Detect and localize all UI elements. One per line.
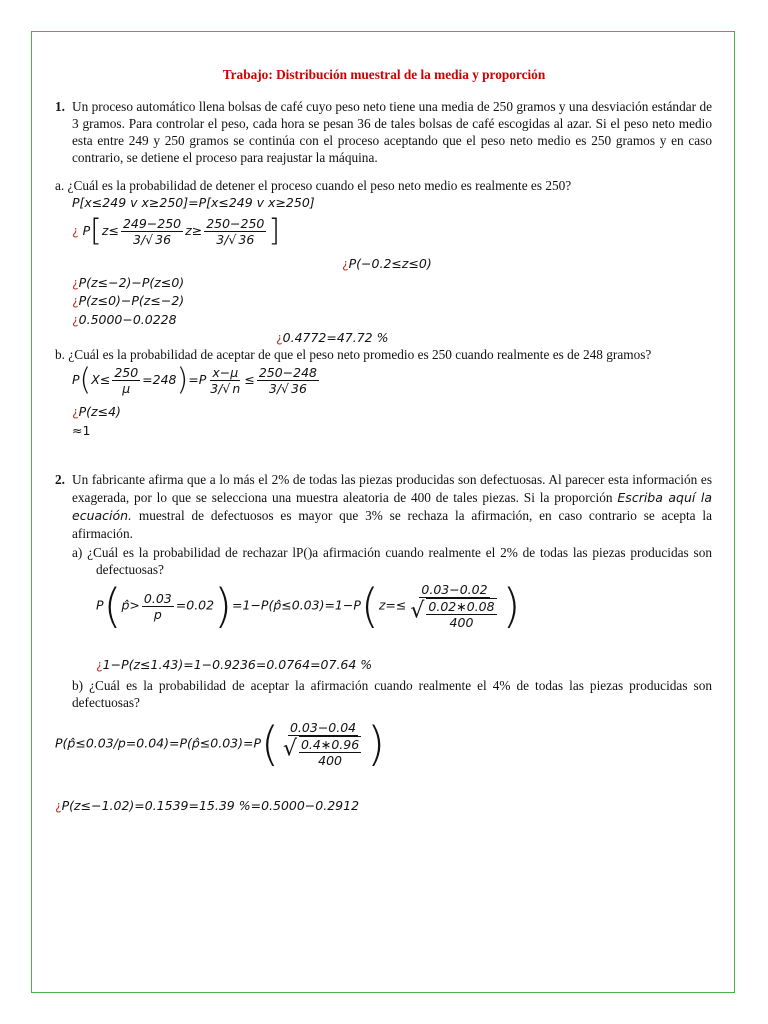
inverted-question-glyph: ¿ bbox=[72, 404, 79, 419]
problem-1b-line-2 bbox=[72, 404, 121, 419]
problem-2-text-before: Un fabricante afirma que a lo más el 2% de todas las piezas producidas son defectuosas. Al parecer esta información es exagerada, por lo que se selecciona una muestra aleatoria de 400 de tales piezas. Si la proporción bbox=[72, 472, 712, 505]
problem-1b-question: b. ¿Cuál es la probabilidad de aceptar de que el peso neto promedio es 250 cuando realmente es de 248 gramos? bbox=[55, 347, 652, 362]
line-4-text: P(z≤−2)−P(z≤0) bbox=[78, 275, 185, 290]
problem-1b-line-3: ≈1 bbox=[72, 423, 91, 438]
problem-2b-question: b) ¿Cuál es la probabilidad de aceptar la afirmación cuando realmente el 4% de todas las piezas producidas son defectuosas? bbox=[72, 678, 712, 710]
inverted-question-glyph: ¿ bbox=[96, 657, 103, 672]
inverted-question-glyph: ¿ bbox=[72, 223, 79, 238]
problem-1a-line-4 bbox=[72, 275, 184, 290]
problem-1a-line-3 bbox=[342, 256, 432, 271]
problem-1a-line-1: P[x≤249 v x≥250]=P[x≤249 v x≥250] bbox=[72, 195, 315, 210]
problem-1b-line-1: P(X≤ $\frac{250}{\mu}$ =248)=P $\frac{x-\mu}{3/√ n}$ ≤ $\frac{250-248}{3/√ 36}$ bbox=[72, 362, 318, 398]
problem-2-statement bbox=[55, 471, 713, 543]
problem-1-text: Un proceso automático llena bolsas de café cuyo peso neto tiene una media de 250 gramos y una desviación estándar de 3 gramos. Para controlar el peso, cada hora se pesan 36 de tales bolsas de café escogidas al azar. Si el peso neto medio esta entre 249 y 250 gramos se continúa con el proceso aceptando que el peso neto medio es 250 gramos y en caso contrario, se detiene el proceso para reajustar la máquina. bbox=[72, 99, 712, 165]
line-2-text: 1−P(z≤1.43)=1−0.9236=0.0764=07.64 % bbox=[102, 657, 373, 672]
problem-2-number: 2. bbox=[55, 472, 65, 487]
problem-1a-line-2: ¿ P[z≤ $\frac{249-250}{3/√ 36}$ z≥ $\frac{250-250}{3/√ 36}$ ] bbox=[72, 213, 281, 249]
line-7-text: 0.4772=47.72 % bbox=[282, 330, 389, 345]
inverted-question-glyph: ¿ bbox=[72, 275, 79, 290]
document-title: Trabajo: Distribución muestral de la media y proporción bbox=[222, 67, 546, 82]
inverted-question-glyph: ¿ bbox=[55, 798, 62, 813]
problem-2b-line-2 bbox=[55, 798, 359, 813]
problem-1-number: 1. bbox=[55, 99, 65, 114]
problem-2a-question: a) ¿Cuál es la probabilidad de rechazar lP()a afirmación cuando realmente el 2% de todas las piezas producidas son defectuosas? bbox=[72, 545, 712, 577]
problem-1a-line-6 bbox=[72, 312, 177, 327]
line-5-text: P(z≤0)−P(z≤−2) bbox=[78, 293, 185, 308]
inverted-question-glyph: ¿ bbox=[276, 330, 283, 345]
problem-2a-line-1: P(p̂> $\frac{0.03}{p}$ =0.02)=1−P(p̂≤0.03)=1−P(z=≤ 0.03−0.02 √ $\frac{0.02∗0.08}{400}$ ) bbox=[96, 579, 521, 633]
inverted-question-glyph: ¿ bbox=[342, 256, 349, 271]
line-2-text: P(z≤−1.02)=0.1539=15.39 %=0.5000−0.2912 bbox=[61, 798, 360, 813]
problem-1-statement bbox=[55, 98, 712, 166]
line-2-text: P(z≤4) bbox=[78, 404, 121, 419]
line-3-text: P(−0.2≤z≤0) bbox=[348, 256, 432, 271]
problem-2-text-after: muestral de defectuosos es mayor que 3% se rechaza la afirmación, en caso contrario se acepta la afirmación. bbox=[72, 508, 712, 541]
problem-1a-line-7 bbox=[276, 330, 389, 345]
inverted-question-glyph: ¿ bbox=[72, 312, 79, 327]
problem-1a-question: a. ¿Cuál es la probabilidad de detener el proceso cuando el peso neto medio es realmente es 250? bbox=[55, 178, 572, 193]
line-6-text: 0.5000−0.0228 bbox=[78, 312, 177, 327]
inverted-question-glyph: ¿ bbox=[72, 293, 79, 308]
problem-2a-line-2 bbox=[96, 657, 372, 672]
equation-placeholder[interactable]: Escriba aquí la ecuación. bbox=[72, 490, 713, 523]
problem-1a-line-5 bbox=[72, 293, 184, 308]
problem-2b-line-1: P(p̂≤0.03/p=0.04)=P(p̂≤0.03)=P( 0.03−0.04 √ $\frac{0.4∗0.96}{400}$ ) bbox=[55, 717, 386, 771]
